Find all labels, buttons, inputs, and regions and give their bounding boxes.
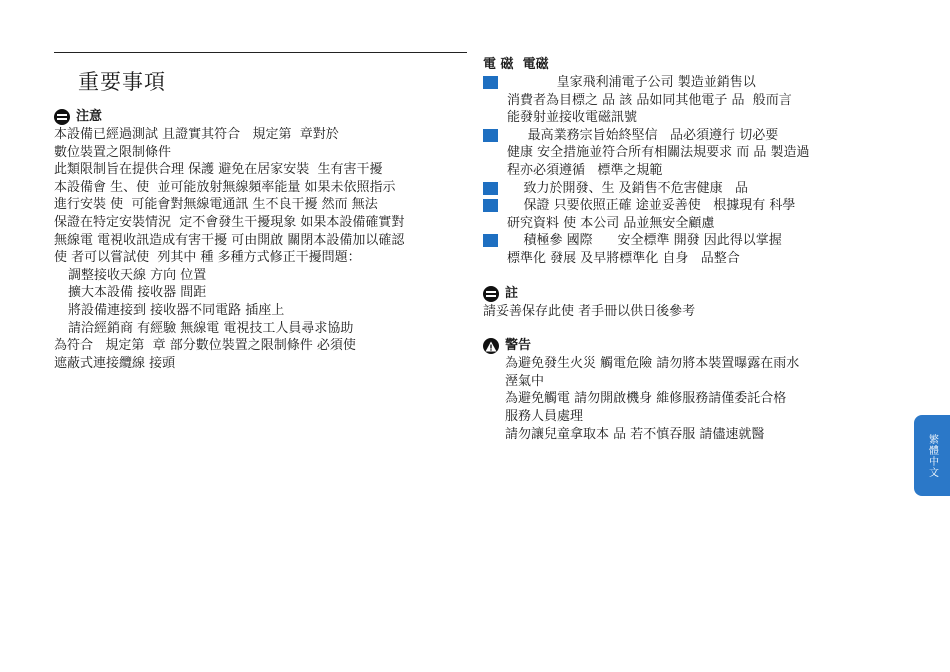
- measure-item: 將設備連接到 接收器不同電路 插座上: [68, 302, 285, 318]
- warning-line: 溼氣中: [505, 373, 545, 389]
- warning-line: 請勿讓兒童拿取本 品 若不慎吞服 請儘速就醫: [505, 426, 765, 442]
- emf-heading: 電 磁 電磁: [483, 57, 549, 72]
- emf-item-line: 程亦必須遵循 標準之規範: [507, 162, 663, 178]
- page-title: 重要事項: [78, 70, 166, 94]
- notice-line: 此類限制旨在提供合理 保護 避免在居家安裝 生有害干擾: [54, 162, 383, 178]
- measure-item: 請洽經銷商 有經驗 無線電 電視技工人員尋求協助: [68, 320, 354, 336]
- emf-item: [483, 197, 903, 232]
- warning-heading-text: 警告: [505, 338, 532, 354]
- emf-item-line: 皇家飛利浦電子公司 製造並銷售以: [507, 75, 756, 90]
- notice-line: 無線電 電視收訊造成有害干擾 可由開啟 關閉本設備加以確認: [54, 232, 405, 248]
- notice-line: 本設備會 生、使 並可能放射無線頻率能量 如果未依照指示: [54, 179, 396, 195]
- warning-heading: [483, 337, 903, 355]
- emf-item-line: 消費者為目標之 品 該 品如同其他電子 品 般而言: [507, 92, 792, 108]
- right-column: [483, 56, 903, 443]
- measure-item: 調整接收天線 方向 位置: [68, 267, 207, 283]
- emf-item-line: 研究資料 使 本公司 品並無安全顧慮: [507, 215, 715, 231]
- note-heading: [483, 285, 903, 303]
- warning-line: 為避免發生火災 觸電危險 請勿將本裝置曝露在雨水: [505, 356, 800, 372]
- emf-item: [483, 180, 903, 198]
- emf-item: [483, 127, 903, 180]
- emf-item-line: 積極參 國際 安全標準 開發 因此得以掌握: [507, 233, 782, 249]
- note-icon: [483, 286, 499, 302]
- header-rule: [54, 52, 467, 53]
- emf-item-line: 最高業務宗旨始終堅信 品必須遵行 切必要: [507, 127, 779, 143]
- emf-item: [483, 74, 903, 127]
- measure-item: 擴大本設備 接收器 間距: [68, 285, 207, 301]
- notice-line: 進行安裝 使 可能會對無線電通訊 生不良干擾 然而 無法: [54, 197, 378, 213]
- note-text: 請妥善保存此使 者手冊以供日後參考: [483, 303, 696, 319]
- bullet-square-icon: [483, 129, 498, 142]
- bullet-square-icon: [483, 76, 498, 89]
- emf-item: [483, 232, 903, 267]
- notice-line: 本設備已經過測試 且證實其符合 規定第 章對於: [54, 127, 339, 142]
- bullet-square-icon: [483, 199, 498, 212]
- notice-heading: [54, 108, 466, 126]
- notice-heading-text: 注意: [76, 109, 103, 124]
- language-tab-label: 繁體中文: [926, 433, 938, 478]
- warning-icon: [483, 338, 499, 354]
- emf-item-line: 致力於開發、生 及銷售不危害健康 品: [507, 180, 749, 196]
- language-tab[interactable]: [914, 415, 950, 496]
- notice-line: 數位裝置之限制條件: [54, 144, 172, 160]
- notice-line: 使 者可以嘗試使 列其中 種 多種方式修正干擾問題：: [54, 250, 361, 266]
- note-icon: [54, 109, 70, 125]
- note-heading-text: 註: [505, 285, 519, 301]
- emf-item-line: 標準化 發展 及早將標準化 自身 品整合: [507, 250, 740, 266]
- notice-section: [54, 108, 466, 372]
- notice-line: 保證在特定安裝情況 定不會發生干擾現象 如果本設備確實對: [54, 214, 405, 230]
- emf-item-line: 能發射並接收電磁訊號: [507, 110, 638, 126]
- bullet-square-icon: [483, 182, 498, 195]
- warning-line: 服務人員處理: [505, 408, 584, 424]
- notice-closing-line: 為符合 規定第 章 部分數位裝置之限制條件 必須使: [54, 338, 356, 354]
- emf-item-line: 健康 安全措施並符合所有相關法規要求 而 品 製造過: [507, 145, 810, 161]
- warning-line: 為避免觸電 請勿開啟機身 維修服務請僅委託合格: [505, 391, 787, 407]
- notice-closing-line: 遮蔽式連接纜線 接頭: [54, 355, 176, 371]
- bullet-square-icon: [483, 234, 498, 247]
- emf-item-line: 保證 只要依照正確 途並妥善使 根據現有 科學: [507, 198, 796, 214]
